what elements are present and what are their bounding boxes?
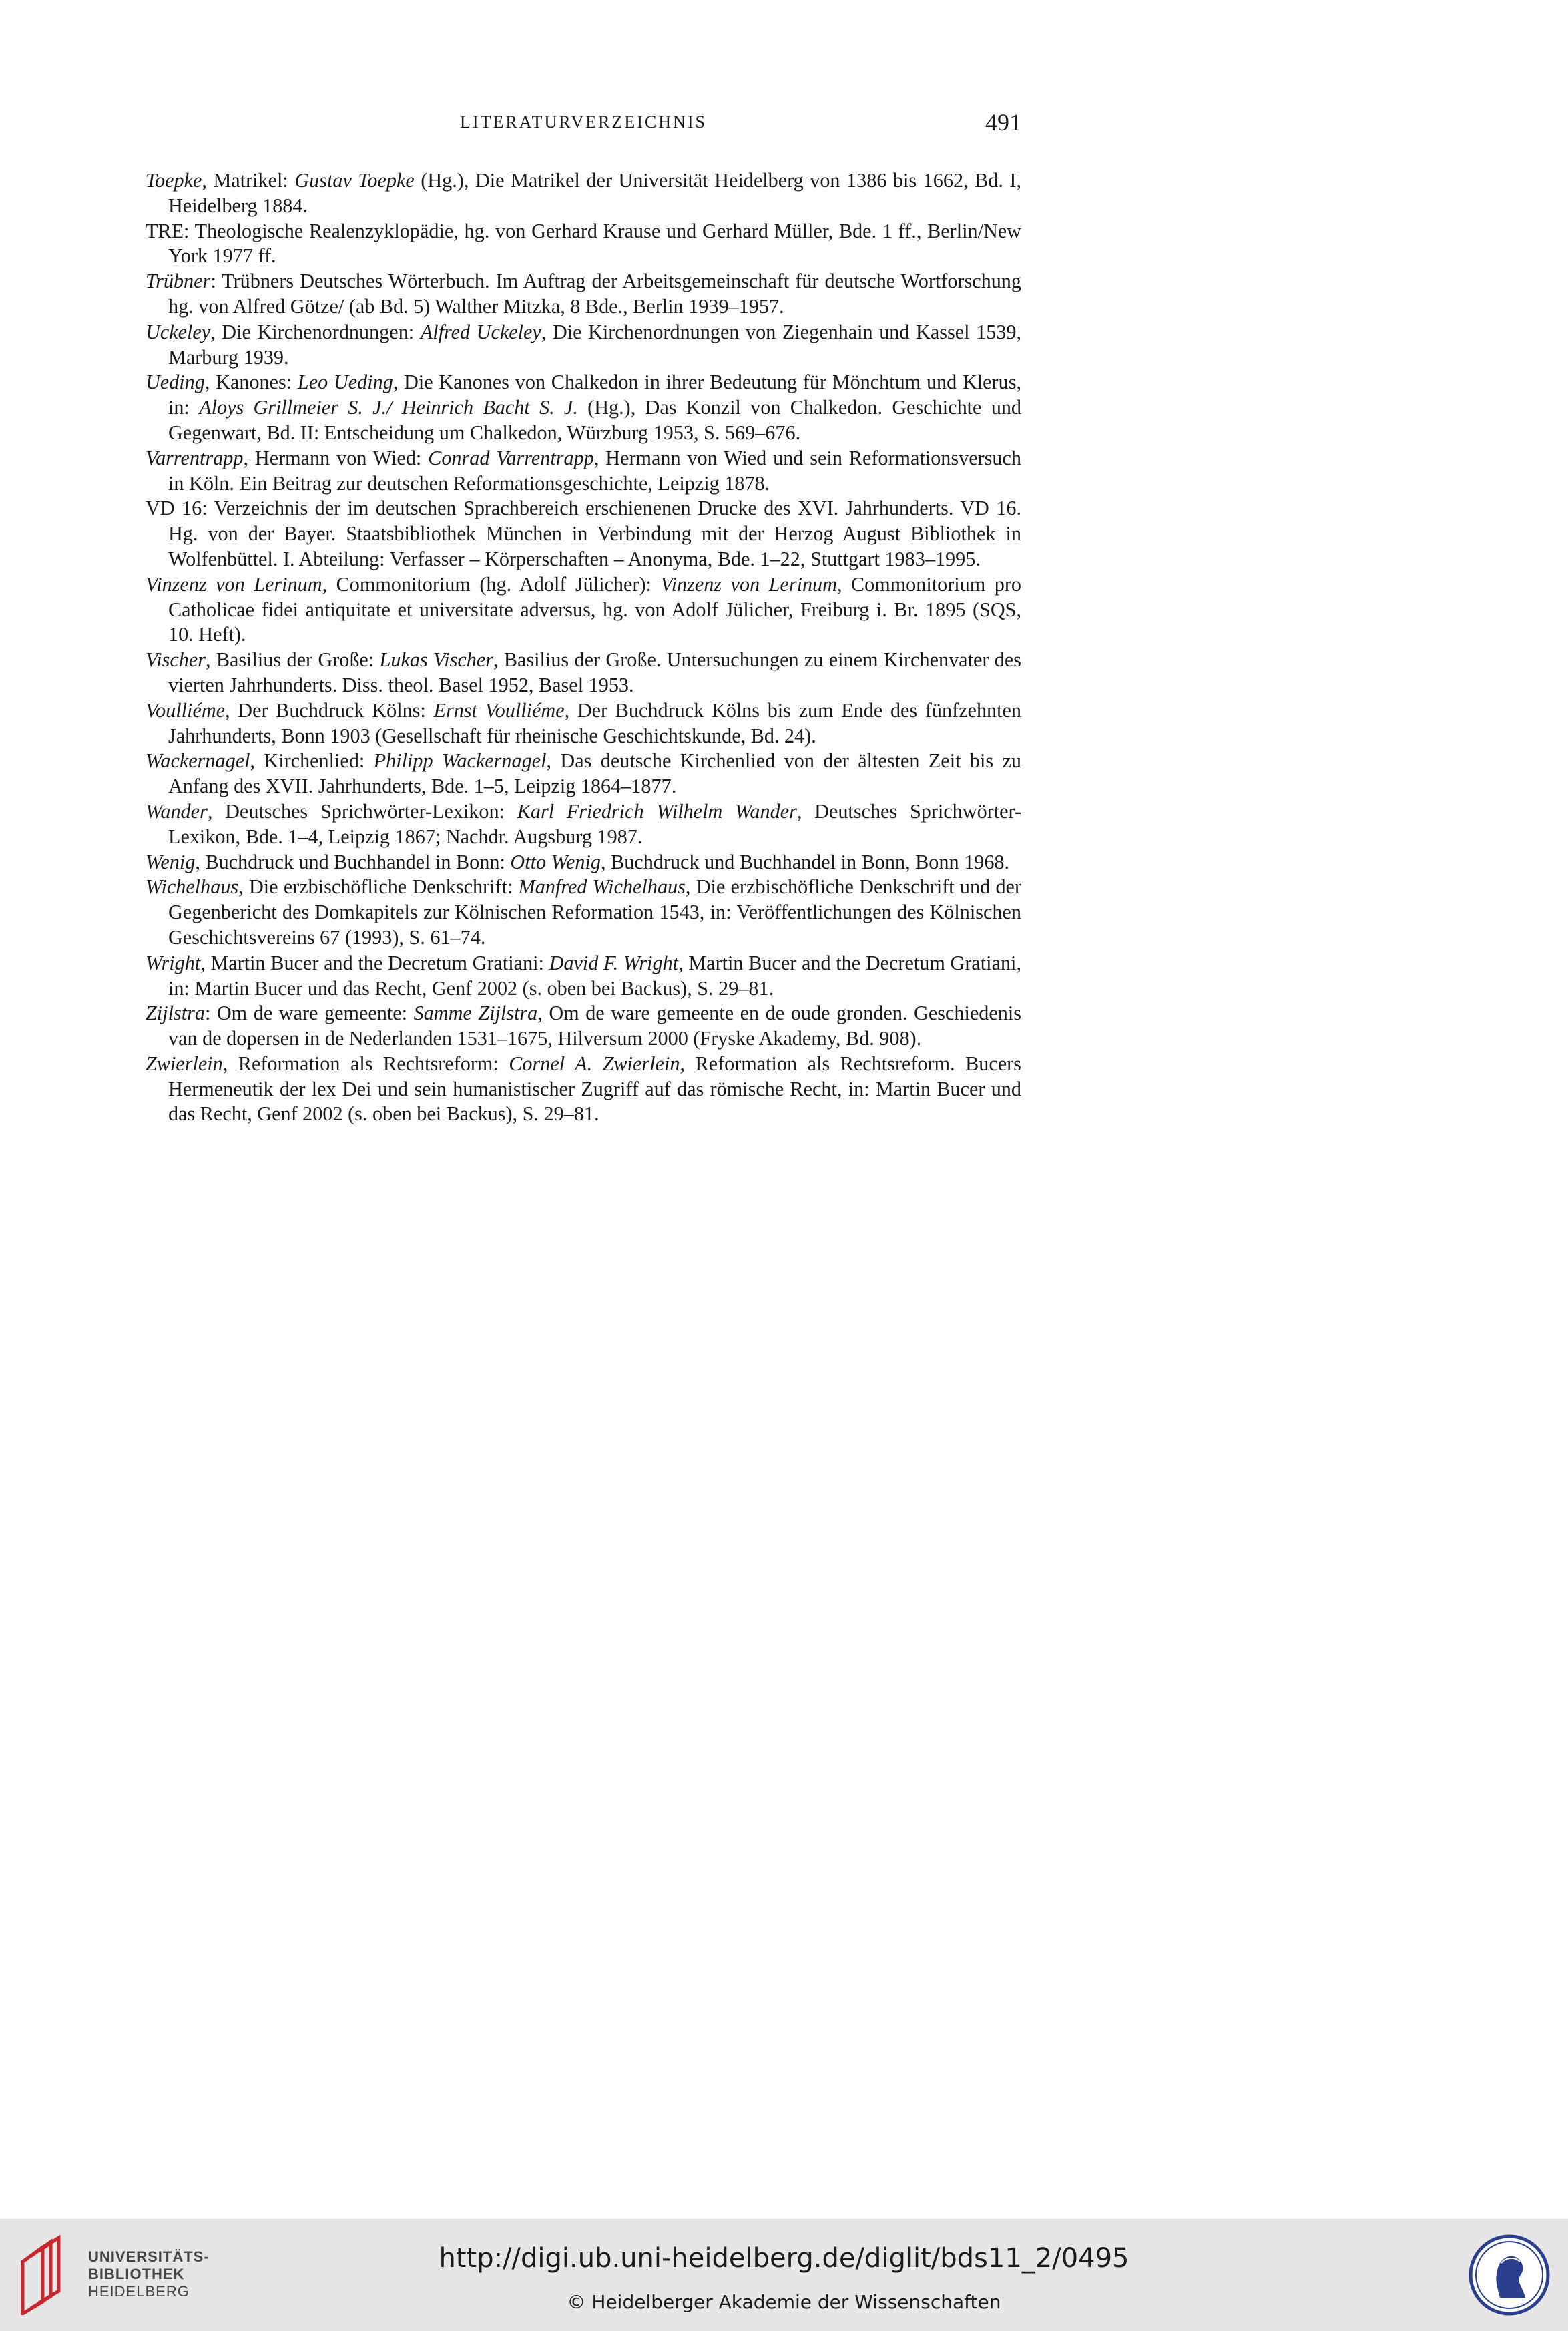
bibliography-entry — [146, 951, 1021, 1002]
entry-author-italic: Conrad Varrentrapp — [428, 446, 594, 469]
entry-text: , Kirchenlied: — [250, 749, 374, 773]
bibliography-entry — [146, 219, 1021, 270]
bibliography-entry — [146, 1001, 1021, 1052]
entry-text: , Hermann von Wied und sein Reformationsversuch in Köln. Ein Beitrag zur deutschen Reformationsgeschichte, Leipzig 1878. — [168, 446, 1022, 495]
entry-text: , Martin Bucer and the Decretum Gratiani: — [200, 951, 549, 974]
bibliography-entry — [146, 799, 1021, 850]
bibliography-entry — [146, 850, 1021, 875]
entry-author-italic: Vischer — [146, 648, 206, 672]
entry-author-italic: Toepke — [146, 169, 202, 192]
bibliography-entry — [146, 446, 1021, 497]
logo-line-2: BIBLIOTHEK — [88, 2266, 185, 2282]
page-header — [146, 109, 1021, 139]
entry-text: , Die Kanones von Chalkedon in ihrer Bedeutung für Mönchtum und Klerus, in: — [168, 371, 1022, 419]
entry-author-italic: Varrentrapp — [146, 446, 244, 469]
bibliography-entry — [146, 698, 1021, 749]
logo-line-1: UNIVERSITÄTS- — [88, 2248, 210, 2265]
entry-text: VD 16: Verzeichnis der im deutschen Sprachbereich erschienenen Drucke des XVI. Jahrhunderts. VD 16. Hg. von der Bayer. Staatsbibliothek München in Verbindung mit der Herzog August Bibliothek in Wolfenbüttel. I. Abteilung: Verfasser – Körperschaften – Anonyma, Bde. 1–22, Stuttgart 1983–1995. — [146, 497, 1021, 570]
entry-author-italic: Alfred Uckeley — [420, 320, 541, 343]
academy-seal-icon — [1468, 2234, 1551, 2316]
entry-author-italic: Samme Zijlstra — [413, 1002, 538, 1025]
entry-text: , Basilius der Große: — [205, 648, 380, 672]
bibliography-entry — [146, 749, 1021, 799]
entry-text: , Kanones: — [204, 371, 298, 394]
bibliography-entry — [146, 168, 1021, 219]
bibliography-entry — [146, 370, 1021, 445]
entry-text: , Die erzbischöfliche Denkschrift und der Gegenbericht des Domkapitels zur Kölnischen Reformation 1543, in: Veröffentlichungen des Kölnischen Geschichtsvereins 67 (1993), S. 61–74. — [168, 875, 1021, 949]
entry-author-italic: Gustav Toepke — [294, 169, 415, 192]
entry-author-italic: Wichelhaus — [146, 875, 239, 899]
entry-author-italic: Wander — [146, 799, 208, 823]
entry-author-italic: Cornel A. Zwierlein — [509, 1052, 680, 1075]
entry-text: , Die Kirchenordnungen: — [210, 320, 421, 343]
entry-author-italic: Zijlstra — [146, 1002, 205, 1025]
entry-author-italic: Uckeley — [146, 320, 211, 343]
entry-text: , Commonitorium pro Catholicae fidei antiquitate et universitate adversus, hg. von Adolf Jülicher, Freiburg i. Br. 1895 (SQS, 10. Heft). — [168, 572, 1021, 646]
entry-text: , Die erzbischöfliche Denkschrift: — [238, 875, 519, 899]
entry-text: : Om de ware gemeente: — [204, 1002, 414, 1025]
entry-author-italic: Manfred Wichelhaus — [518, 875, 686, 899]
copyright-notice: © Heidelberger Akademie der Wissenschaften — [567, 2291, 1001, 2313]
entry-text: , Deutsches Sprichwörter-Lexikon: — [207, 799, 517, 823]
bibliography-entry — [146, 1052, 1021, 1127]
footer-bar — [0, 2219, 1568, 2331]
entry-author-italic: Leo Ueding — [297, 371, 393, 394]
entry-author-italic: David F. Wright — [549, 951, 679, 974]
entry-author-italic: Philipp Wackernagel — [373, 749, 547, 773]
entry-text: , Reformation als Rechtsreform. Bucers Hermeneutik der lex Dei und sein humanistischer Zugriff auf das römische Recht, in: Martin Bucer und das Recht, Genf 2002 (s. oben bei Backus), S. 29–81. — [168, 1052, 1021, 1126]
entry-text: , Buchdruck und Buchhandel in Bonn: — [195, 850, 511, 873]
entry-text: , Commonitorium (hg. Adolf Jülicher): — [322, 572, 661, 596]
entry-author-italic: Karl Friedrich Wilhelm Wander — [517, 799, 797, 823]
bibliography-entry — [146, 572, 1021, 648]
entry-text: , Basilius der Große. Untersuchungen zu einem Kirchenvater des vierten Jahrhunderts. Diss. theol. Basel 1952, Basel 1953. — [168, 648, 1021, 696]
entry-text: , Matrikel: — [202, 169, 295, 192]
bibliography-entry — [146, 648, 1021, 698]
entry-text: , Der Buchdruck Kölns bis zum Ende des fünfzehnten Jahrhunderts, Bonn 1903 (Gesellschaft für rheinische Geschichtskunde, Bd. 24). — [168, 698, 1022, 747]
entry-author-italic: Vinzenz von Lerinum — [146, 572, 322, 596]
entry-text: , Der Buchdruck Kölns: — [225, 698, 434, 722]
entry-author-italic: Wenig — [146, 850, 196, 873]
entry-author-italic: Lukas Vischer — [379, 648, 493, 672]
entry-text: , Die Kirchenordnungen von Ziegenhain und Kassel 1539, Marburg 1939. — [168, 320, 1022, 369]
entry-author-italic: Aloys Grillmeier S. J./ Heinrich Bacht S. J. — [199, 396, 578, 419]
entry-author-italic: Trübner — [146, 270, 211, 293]
entry-text: , Buchdruck und Buchhandel in Bonn, Bonn 1968. — [600, 850, 1010, 873]
running-title: LITERATURVERZEICHNIS — [460, 112, 707, 132]
entry-text: , Om de ware gemeente en de oude gronden. Geschiedenis van de dopersen in de Nederlanden 1531–1675, Hilversum 2000 (Fryske Akademy, Bd. 908). — [168, 1002, 1021, 1050]
bibliography-list — [146, 168, 1021, 1127]
page-number: 491 — [985, 109, 1021, 136]
entry-author-italic: Otto Wenig — [510, 850, 601, 873]
bibliography-entry — [146, 269, 1021, 320]
entry-text: , Das deutsche Kirchenlied von der ältesten Zeit bis zu Anfang des XVII. Jahrhunderts, Bde. 1–5, Leipzig 1864–1877. — [168, 749, 1021, 798]
entry-text: TRE: Theologische Realenzyklopädie, hg. von Gerhard Krause und Gerhard Müller, Bde. 1 ff., Berlin/New York 1977 ff. — [146, 219, 1021, 268]
entry-text: , Reformation als Rechtsreform: — [222, 1052, 509, 1075]
entry-author-italic: Voulliéme — [146, 698, 226, 722]
entry-author-italic: Ernst Voulliéme — [433, 698, 565, 722]
logo-line-3: HEIDELBERG — [88, 2283, 190, 2300]
entry-text: (Hg.), Das Konzil von Chalkedon. Geschichte und Gegenwart, Bd. II: Entscheidung um Chalkedon, Würzburg 1953, S. 569–676. — [168, 396, 1022, 444]
entry-author-italic: Wackernagel — [146, 749, 250, 773]
entry-text: , Deutsches Sprichwörter-Lexikon, Bde. 1–4, Leipzig 1867; Nachdr. Augsburg 1987. — [168, 799, 1022, 848]
bibliography-entry — [146, 320, 1021, 371]
bibliography-entry — [146, 496, 1021, 572]
entry-author-italic: Vinzenz von Lerinum — [660, 572, 837, 596]
digital-copy-url[interactable]: http://digi.ub.uni-heidelberg.de/diglit/bds11_2/0495 — [439, 2243, 1129, 2274]
entry-author-italic: Ueding — [146, 371, 205, 394]
entry-text: , Hermann von Wied: — [243, 446, 429, 469]
entry-author-italic: Zwierlein — [146, 1052, 223, 1075]
entry-text: : Trübners Deutsches Wörterbuch. Im Auftrag der Arbeitsgemeinschaft für deutsche Wortforschung hg. von Alfred Götze/ (ab Bd. 5) Walther Mitzka, 8 Bde., Berlin 1939–1957. — [168, 270, 1021, 318]
bibliography-entry — [146, 875, 1021, 950]
entry-author-italic: Wright — [146, 951, 201, 974]
entry-text: (Hg.), Die Matrikel der Universität Heidelberg von 1386 bis 1662, Bd. I, Heidelberg 1884. — [168, 169, 1021, 217]
entry-text: , Martin Bucer and the Decretum Gratiani, in: Martin Bucer und das Recht, Genf 2002 (s. oben bei Backus), S. 29–81. — [168, 951, 1021, 1000]
